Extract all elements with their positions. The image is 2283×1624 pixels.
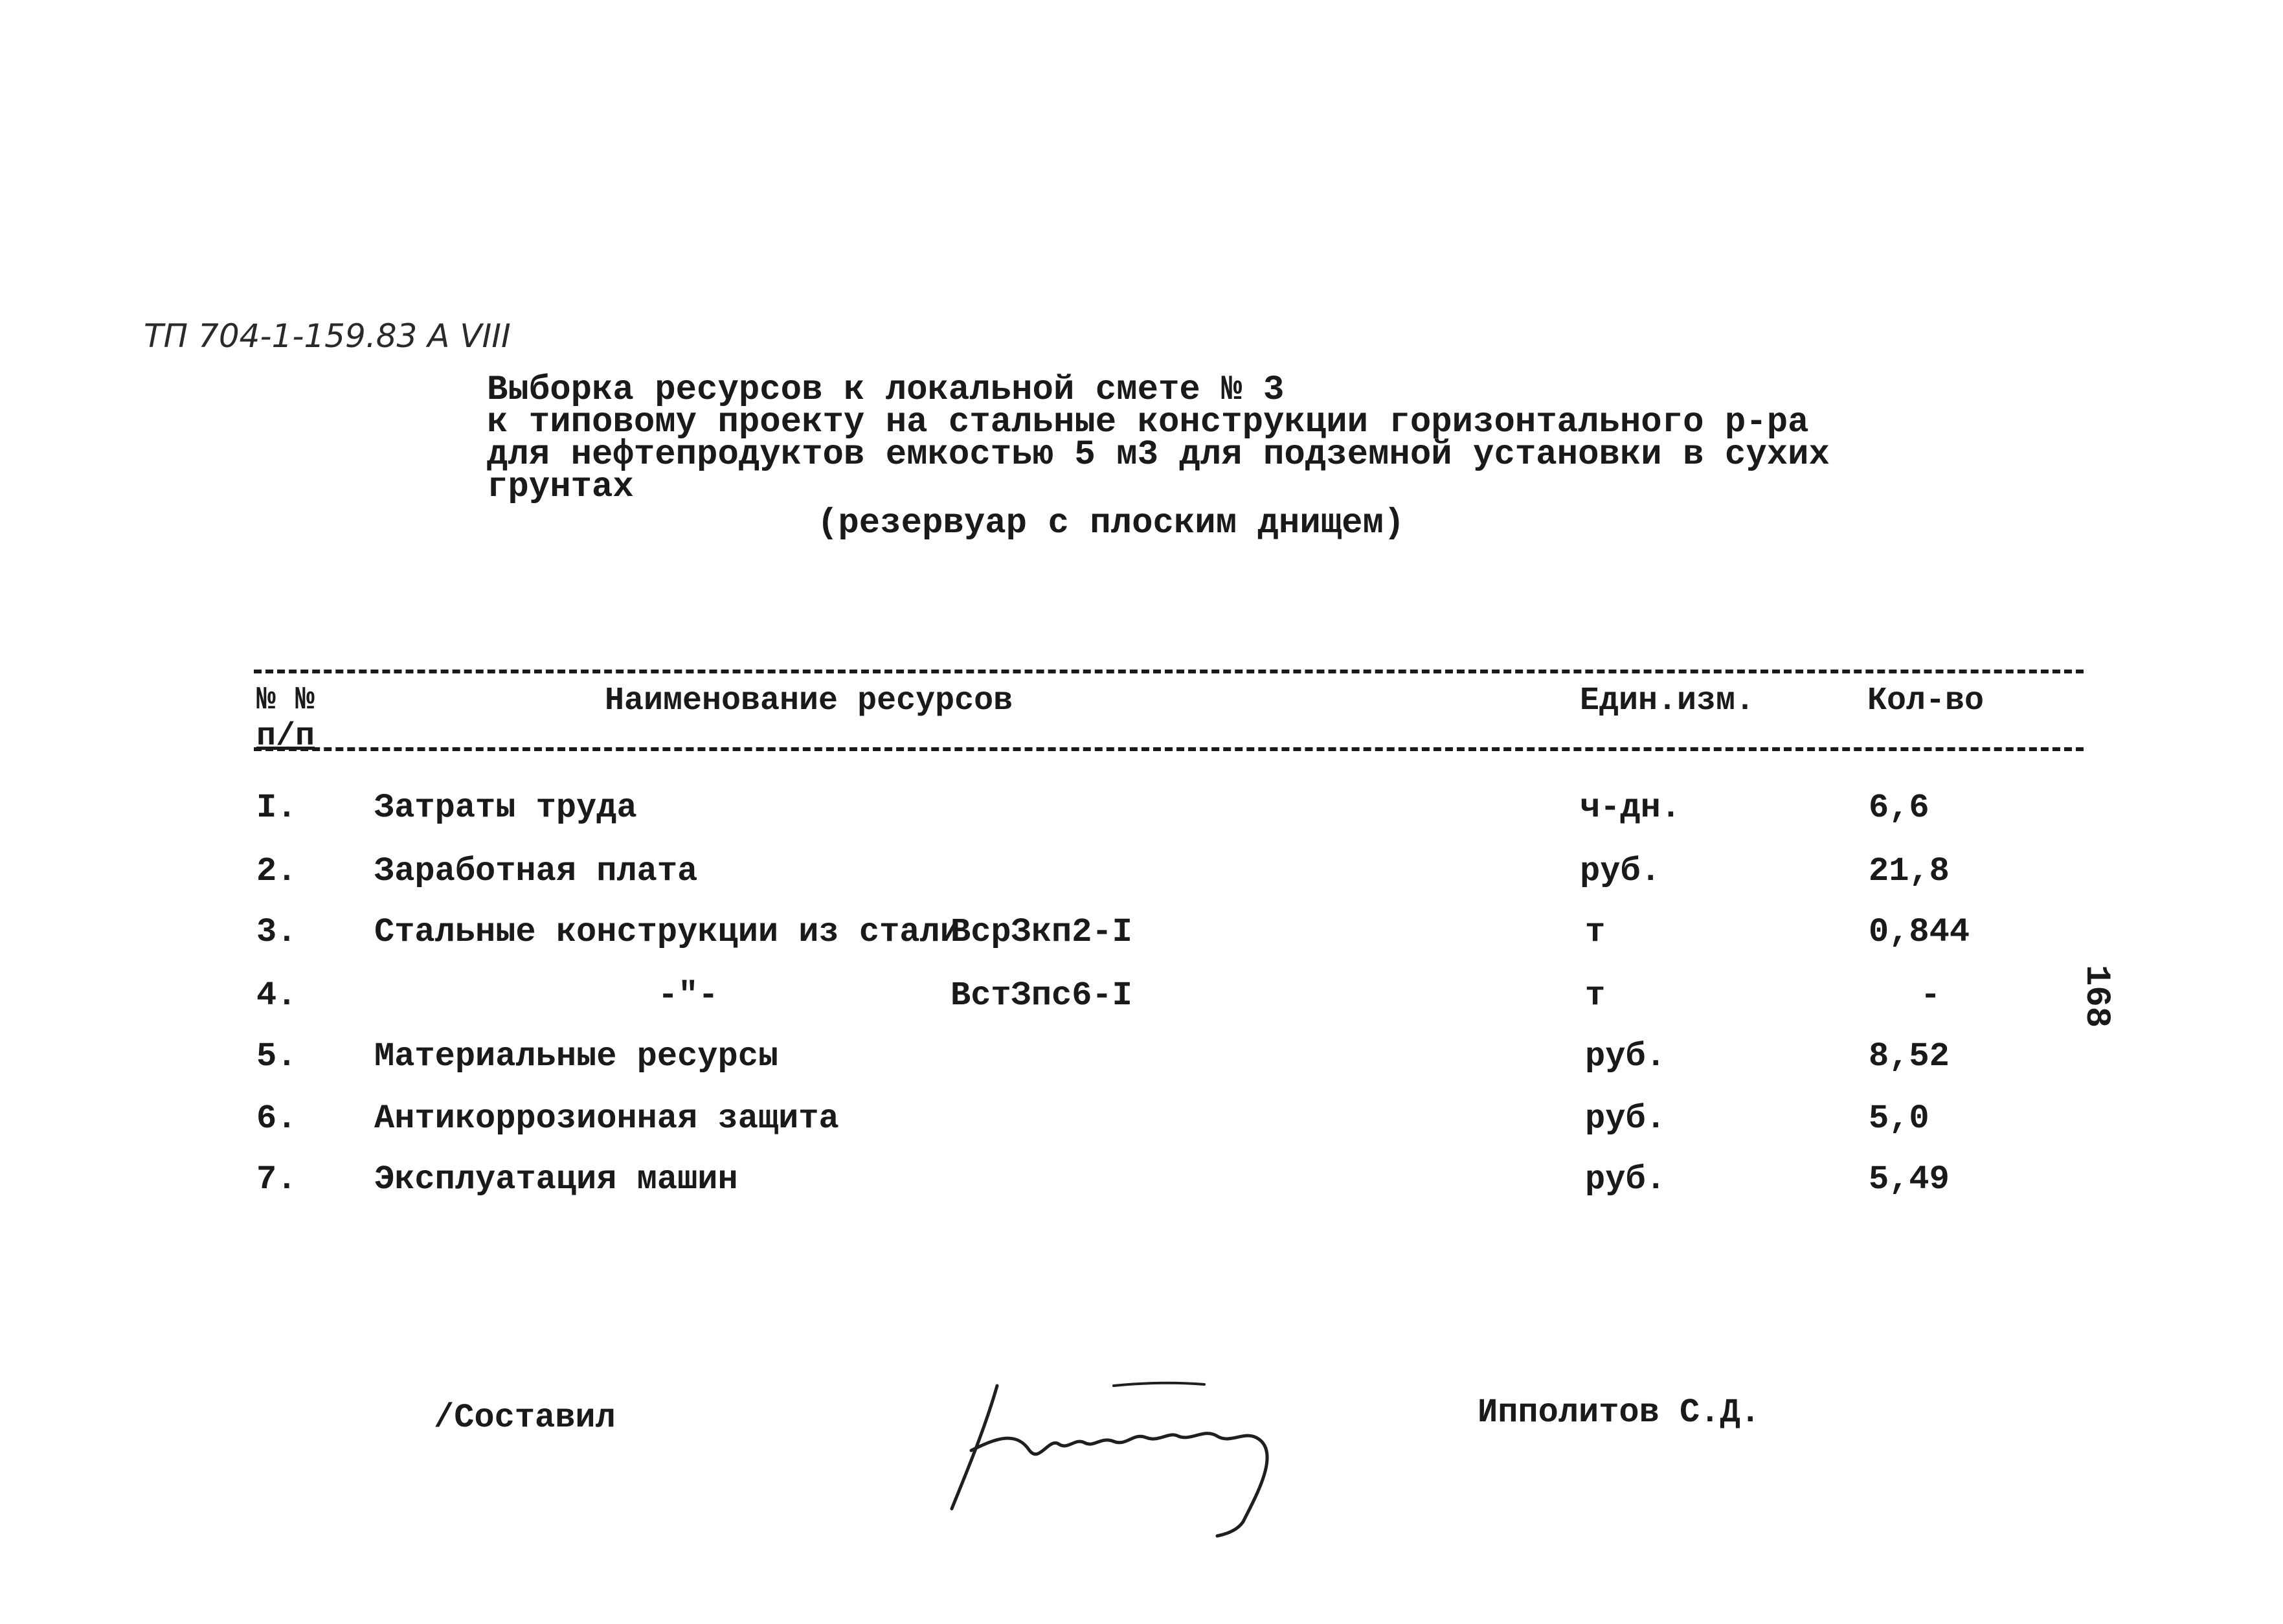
row-5-number: 5. <box>256 1037 297 1076</box>
row-7-quantity: 5,49 <box>1869 1160 1950 1199</box>
header-quantity: Кол-во <box>1867 682 1985 719</box>
row-3-steel-grade: ВсрЗкп2-I <box>950 913 1132 951</box>
row-6-name: Антикоррозионная защита <box>374 1100 839 1138</box>
row-2-quantity: 21,8 <box>1869 852 1950 890</box>
row-4-number: 4. <box>256 976 297 1015</box>
table-top-rule <box>254 670 2084 673</box>
row-5-quantity: 8,52 <box>1869 1037 1950 1076</box>
row-6-unit: руб. <box>1585 1100 1666 1138</box>
row-3-unit: т <box>1585 913 1606 951</box>
document-title <box>487 370 1830 507</box>
title-line-2: к типовому проекту на стальные конструкции горизонтального р-ра <box>487 403 1809 442</box>
header-unit: Един.изм. <box>1580 682 1755 719</box>
row-4-unit: т <box>1585 976 1606 1015</box>
row-5-unit: руб. <box>1585 1037 1666 1076</box>
page-number: 168 <box>2076 965 2116 1028</box>
table-header-rule <box>254 747 2084 751</box>
row-2-number: 2. <box>256 852 297 890</box>
title-line-3: для нефтепродуктов емкостью 5 м3 для подземной установки в сухих <box>487 435 1830 475</box>
row-2-name: Заработная плата <box>374 852 698 890</box>
title-line-1: Выборка ресурсов к локальной смете № 3 <box>487 370 1285 410</box>
row-1-name: Затраты труда <box>374 789 637 827</box>
document-subtitle: (резервуар с плоским днищем) <box>817 504 1405 543</box>
row-1-number: I. <box>256 789 297 827</box>
signature-icon <box>919 1360 1373 1541</box>
row-3-number: 3. <box>256 913 297 951</box>
row-3-quantity: 0,844 <box>1869 913 1970 951</box>
header-number-line2: п/п <box>256 718 315 755</box>
compiler-name: Ипполитов С.Д. <box>1478 1393 1760 1432</box>
document-code: ТП 704-1-159.83 А VIII <box>144 317 511 355</box>
header-resource-name: Наименование ресурсов <box>605 682 1013 719</box>
row-6-quantity: 5,0 <box>1869 1100 1929 1138</box>
row-2-unit: руб. <box>1580 852 1661 890</box>
header-number-line1: № № <box>256 682 315 719</box>
row-4-ditto-mark: -"- <box>658 976 719 1015</box>
row-7-number: 7. <box>256 1160 297 1199</box>
row-7-name: Эксплуатация машин <box>374 1160 738 1199</box>
row-1-unit: ч-дн. <box>1580 789 1681 827</box>
row-6-number: 6. <box>256 1100 297 1138</box>
row-1-quantity: 6,6 <box>1869 789 1929 827</box>
row-3-name: Стальные конструкции из стали <box>374 913 960 951</box>
row-4-quantity: - <box>1920 976 1941 1015</box>
row-7-unit: руб. <box>1585 1160 1666 1199</box>
row-5-name: Материальные ресурсы <box>374 1037 779 1076</box>
compiled-by-label: /Составил <box>434 1399 616 1437</box>
title-line-4: грунтах <box>487 468 634 507</box>
row-4-steel-grade: ВстЗпс6-I <box>950 976 1132 1015</box>
header-row-number <box>256 682 315 755</box>
